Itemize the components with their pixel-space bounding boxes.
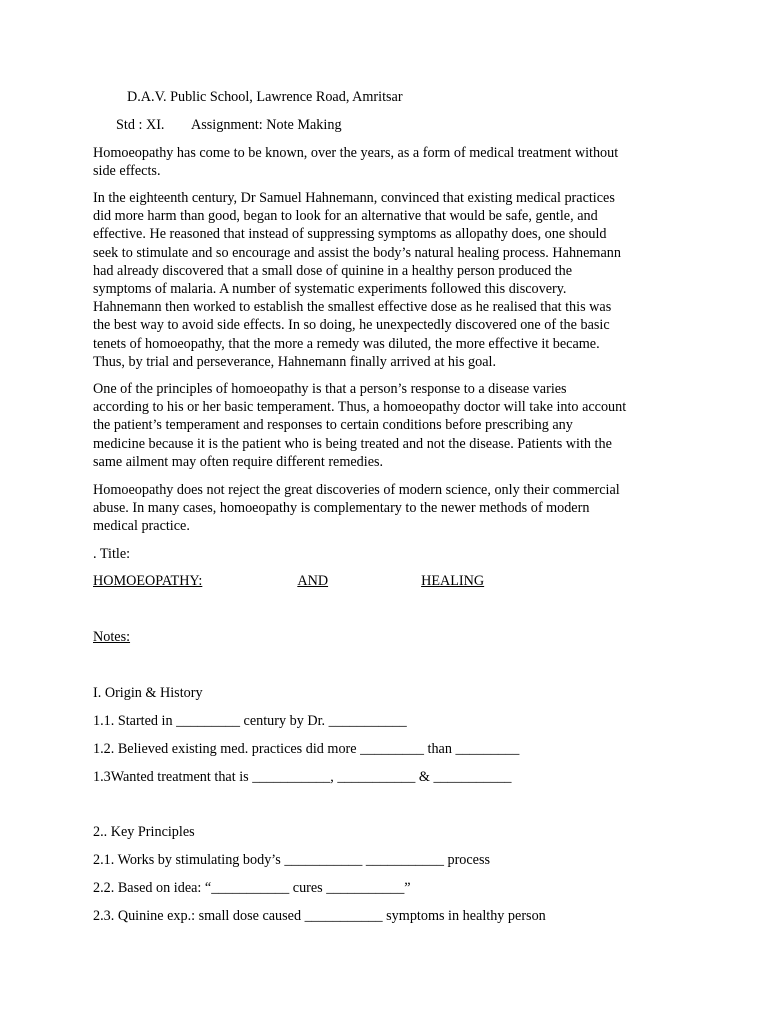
text-line: had already discovered that a small dose of quinine in a healthy person produced the	[93, 262, 573, 279]
text-line: side effects.	[93, 163, 161, 180]
section-origin-history-heading: I. Origin & History	[93, 685, 203, 701]
note-item-1-2: 1.2. Believed existing med. practices did more _________ than _________	[93, 741, 520, 757]
text-line: seek to stimulate and so encourage and assist the body’s natural healing process. Hahnemann	[93, 244, 621, 261]
school-header: D.A.V. Public School, Lawrence Road, Amritsar	[127, 89, 403, 105]
text-line: effective. He reasoned that instead of suppressing symptoms as allopathy does, one should	[93, 226, 607, 243]
title-answer-row	[93, 572, 484, 590]
text-line: symptoms of malaria. A number of systematic experiments followed this discovery.	[93, 281, 567, 298]
text-line: One of the principles of homoeopathy is that a person’s response to a disease varies	[93, 381, 567, 397]
title-label: . Title:	[93, 546, 131, 562]
text-line: according to his or her basic temperament. Thus, a homoeopathy doctor will take into account	[93, 399, 627, 416]
note-item-2-3: 2.3. Quinine exp.: small dose caused ___________ symptoms in healthy person	[93, 908, 546, 924]
text-line: the patient’s temperament and responses to certain conditions before prescribing any	[93, 417, 573, 434]
text-line: tenets of homoeopathy, that the more a remedy was diluted, the more effective it became.	[93, 335, 600, 352]
passage-paragraph-3	[93, 380, 683, 471]
note-item-1-3: 1.3Wanted treatment that is ___________, ___________ & ___________	[93, 769, 512, 785]
note-item-2-1: 2.1. Works by stimulating body’s ___________ ___________ process	[93, 852, 491, 868]
note-item-1-1: 1.1. Started in _________ century by Dr. ___________	[93, 713, 407, 729]
passage-paragraph-2	[93, 189, 683, 371]
title-word-and: AND	[297, 573, 329, 589]
note-item-2-2: 2.2. Based on idea: “___________ cures ___________”	[93, 880, 411, 896]
text-line: medicine because it is the patient who is being treated and not the disease. Patients with the	[93, 435, 612, 452]
title-word-healing: HEALING	[421, 573, 485, 589]
standard-label: Std : XI.	[116, 117, 165, 133]
notes-heading: Notes:	[93, 629, 131, 645]
text-line: Thus, by trial and perseverance, Hahnemann finally arrived at his goal.	[93, 353, 497, 370]
assignment-label: Assignment: Note Making	[191, 117, 342, 133]
passage-paragraph-4	[93, 481, 683, 536]
text-line: same ailment may often require different remedies.	[93, 453, 384, 470]
passage-paragraph-1	[93, 144, 683, 180]
text-line: Hahnemann then worked to establish the smallest effective dose as he realised that this was	[93, 299, 612, 316]
title-word-homoeopathy: HOMOEOPATHY:	[93, 573, 203, 589]
text-line: did more harm than good, began to look for an alternative that would be safe, gentle, and	[93, 208, 598, 225]
text-line: In the eighteenth century, Dr Samuel Hahnemann, convinced that existing medical practices	[93, 190, 615, 206]
text-line: Homoeopathy has come to be known, over the years, as a form of medical treatment without	[93, 145, 619, 161]
text-line: Homoeopathy does not reject the great discoveries of modern science, only their commercial	[93, 482, 620, 498]
text-line: abuse. In many cases, homoeopathy is complementary to the newer methods of modern	[93, 500, 590, 517]
section-key-principles-heading: 2.. Key Principles	[93, 824, 195, 840]
text-line: the best way to avoid side effects. In so doing, he unexpectedly discovered one of the basic	[93, 317, 610, 334]
text-line: medical practice.	[93, 518, 190, 535]
